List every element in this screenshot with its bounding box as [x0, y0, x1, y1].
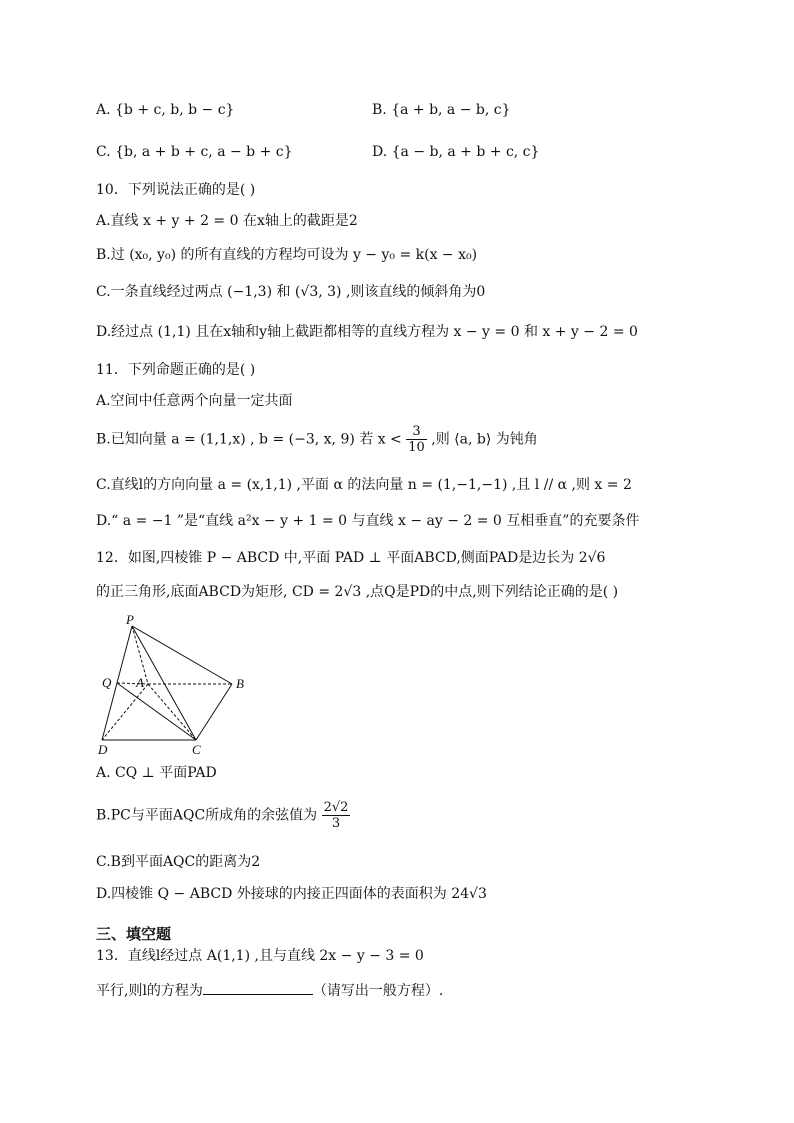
edge-ac [148, 684, 196, 740]
section-title: 三、填空题 [96, 925, 172, 943]
fraction-numerator: 2√2 [323, 800, 349, 815]
q12-option-d: D.四棱锥 Q − ABCD 外接球的内接正四面体的表面积为 24√3 [96, 886, 487, 902]
label-d: D [98, 742, 108, 757]
q11-option-b [96, 424, 538, 455]
q11-option-b-fraction [406, 424, 427, 455]
label-q: Q [102, 675, 112, 690]
q10-option-b: B.过 (x₀, y₀) 的所有直线的方程均可设为 y − y₀ = k(x − x₀) [96, 247, 478, 263]
q12-option-b-fraction [322, 800, 351, 831]
fraction-denominator: 10 [408, 440, 425, 455]
q11-option-d: D.“ a = −1 ”是“直线 a²x − y + 1 = 0 与直线 x − ay − 2 = 0 互相垂直”的充要条件 [96, 513, 640, 529]
q9-option-c: C. {b, a + b + c, a − b + c} [96, 144, 293, 160]
q13-text-post: （请写出一般方程）. [312, 983, 444, 999]
q13-line-1: 13．直线l经过点 A(1,1) ,且与直线 2x − y − 3 = 0 [96, 948, 424, 964]
q10-stem: 10．下列说法正确的是( ) [96, 182, 256, 198]
label-b: B [236, 676, 244, 691]
q12-option-b-text: B.PC与平面AQC所成角的余弦值为 [96, 807, 318, 824]
q11-option-a: A.空间中任意两个向量一定共面 [96, 393, 293, 409]
edge-pb [132, 626, 232, 684]
fraction-denominator: 3 [331, 816, 341, 831]
q10-option-d: D.经过点 (1,1) 且在x轴和y轴上截距都相等的直线方程为 x − y = 0 和 x + y − 2 = 0 [96, 324, 638, 340]
q10-option-a: A.直线 x + y + 2 = 0 在x轴上的截距是2 [96, 213, 358, 229]
q13-line-2 [96, 980, 443, 1001]
segment-qc [117, 683, 196, 740]
q10-option-c: C.一条直线经过两点 (−1,3) 和 (√3, 3) ,则该直线的倾斜角为0 [96, 284, 486, 300]
q12-option-c: C.B到平面AQC的距离为2 [96, 854, 261, 870]
fraction-numerator: 3 [406, 424, 427, 440]
q11-stem: 11．下列命题正确的是( ) [96, 362, 256, 378]
q12-option-a: A. CQ ⊥ 平面PAD [96, 765, 217, 781]
edge-cb [196, 684, 232, 740]
label-c: C [192, 742, 201, 757]
label-p: P [126, 612, 134, 627]
q12-stem-line-1: 12．如图,四棱锥 P − ABCD 中,平面 PAD ⊥ 平面ABCD,侧面PAD是边长为 2√6 [96, 550, 606, 566]
q12-option-b [96, 800, 350, 831]
q9-option-b: B. {a + b, a − b, c} [372, 102, 511, 118]
q11-option-c: C.直线l的方向向量 a = (x,1,1) ,平面 α 的法向量 n = (1,−1,−1) ,且 l // α ,则 x = 2 [96, 477, 632, 493]
q9-option-d: D. {a − b, a + b + c, c} [372, 144, 540, 160]
q9-option-a: A. {b + c, b, b − c} [96, 102, 235, 118]
q13-text-pre: 平行,则l的方程为 [96, 983, 203, 999]
pyramid-figure [96, 612, 266, 762]
q12-stem-line-2: 的正三角形,底面ABCD为矩形, CD = 2√3 ,点Q是PD的中点,则下列结论正确的是( ) [96, 584, 619, 600]
q11-option-b-tail: ,则 ⟨a, b⟩ 为钝角 [431, 431, 538, 448]
q11-option-b-text: B.已知向量 a = (1,1,x) , b = (−3, x, 9) 若 x < [96, 431, 402, 448]
answer-blank[interactable] [203, 980, 313, 995]
label-a: A [136, 675, 144, 690]
